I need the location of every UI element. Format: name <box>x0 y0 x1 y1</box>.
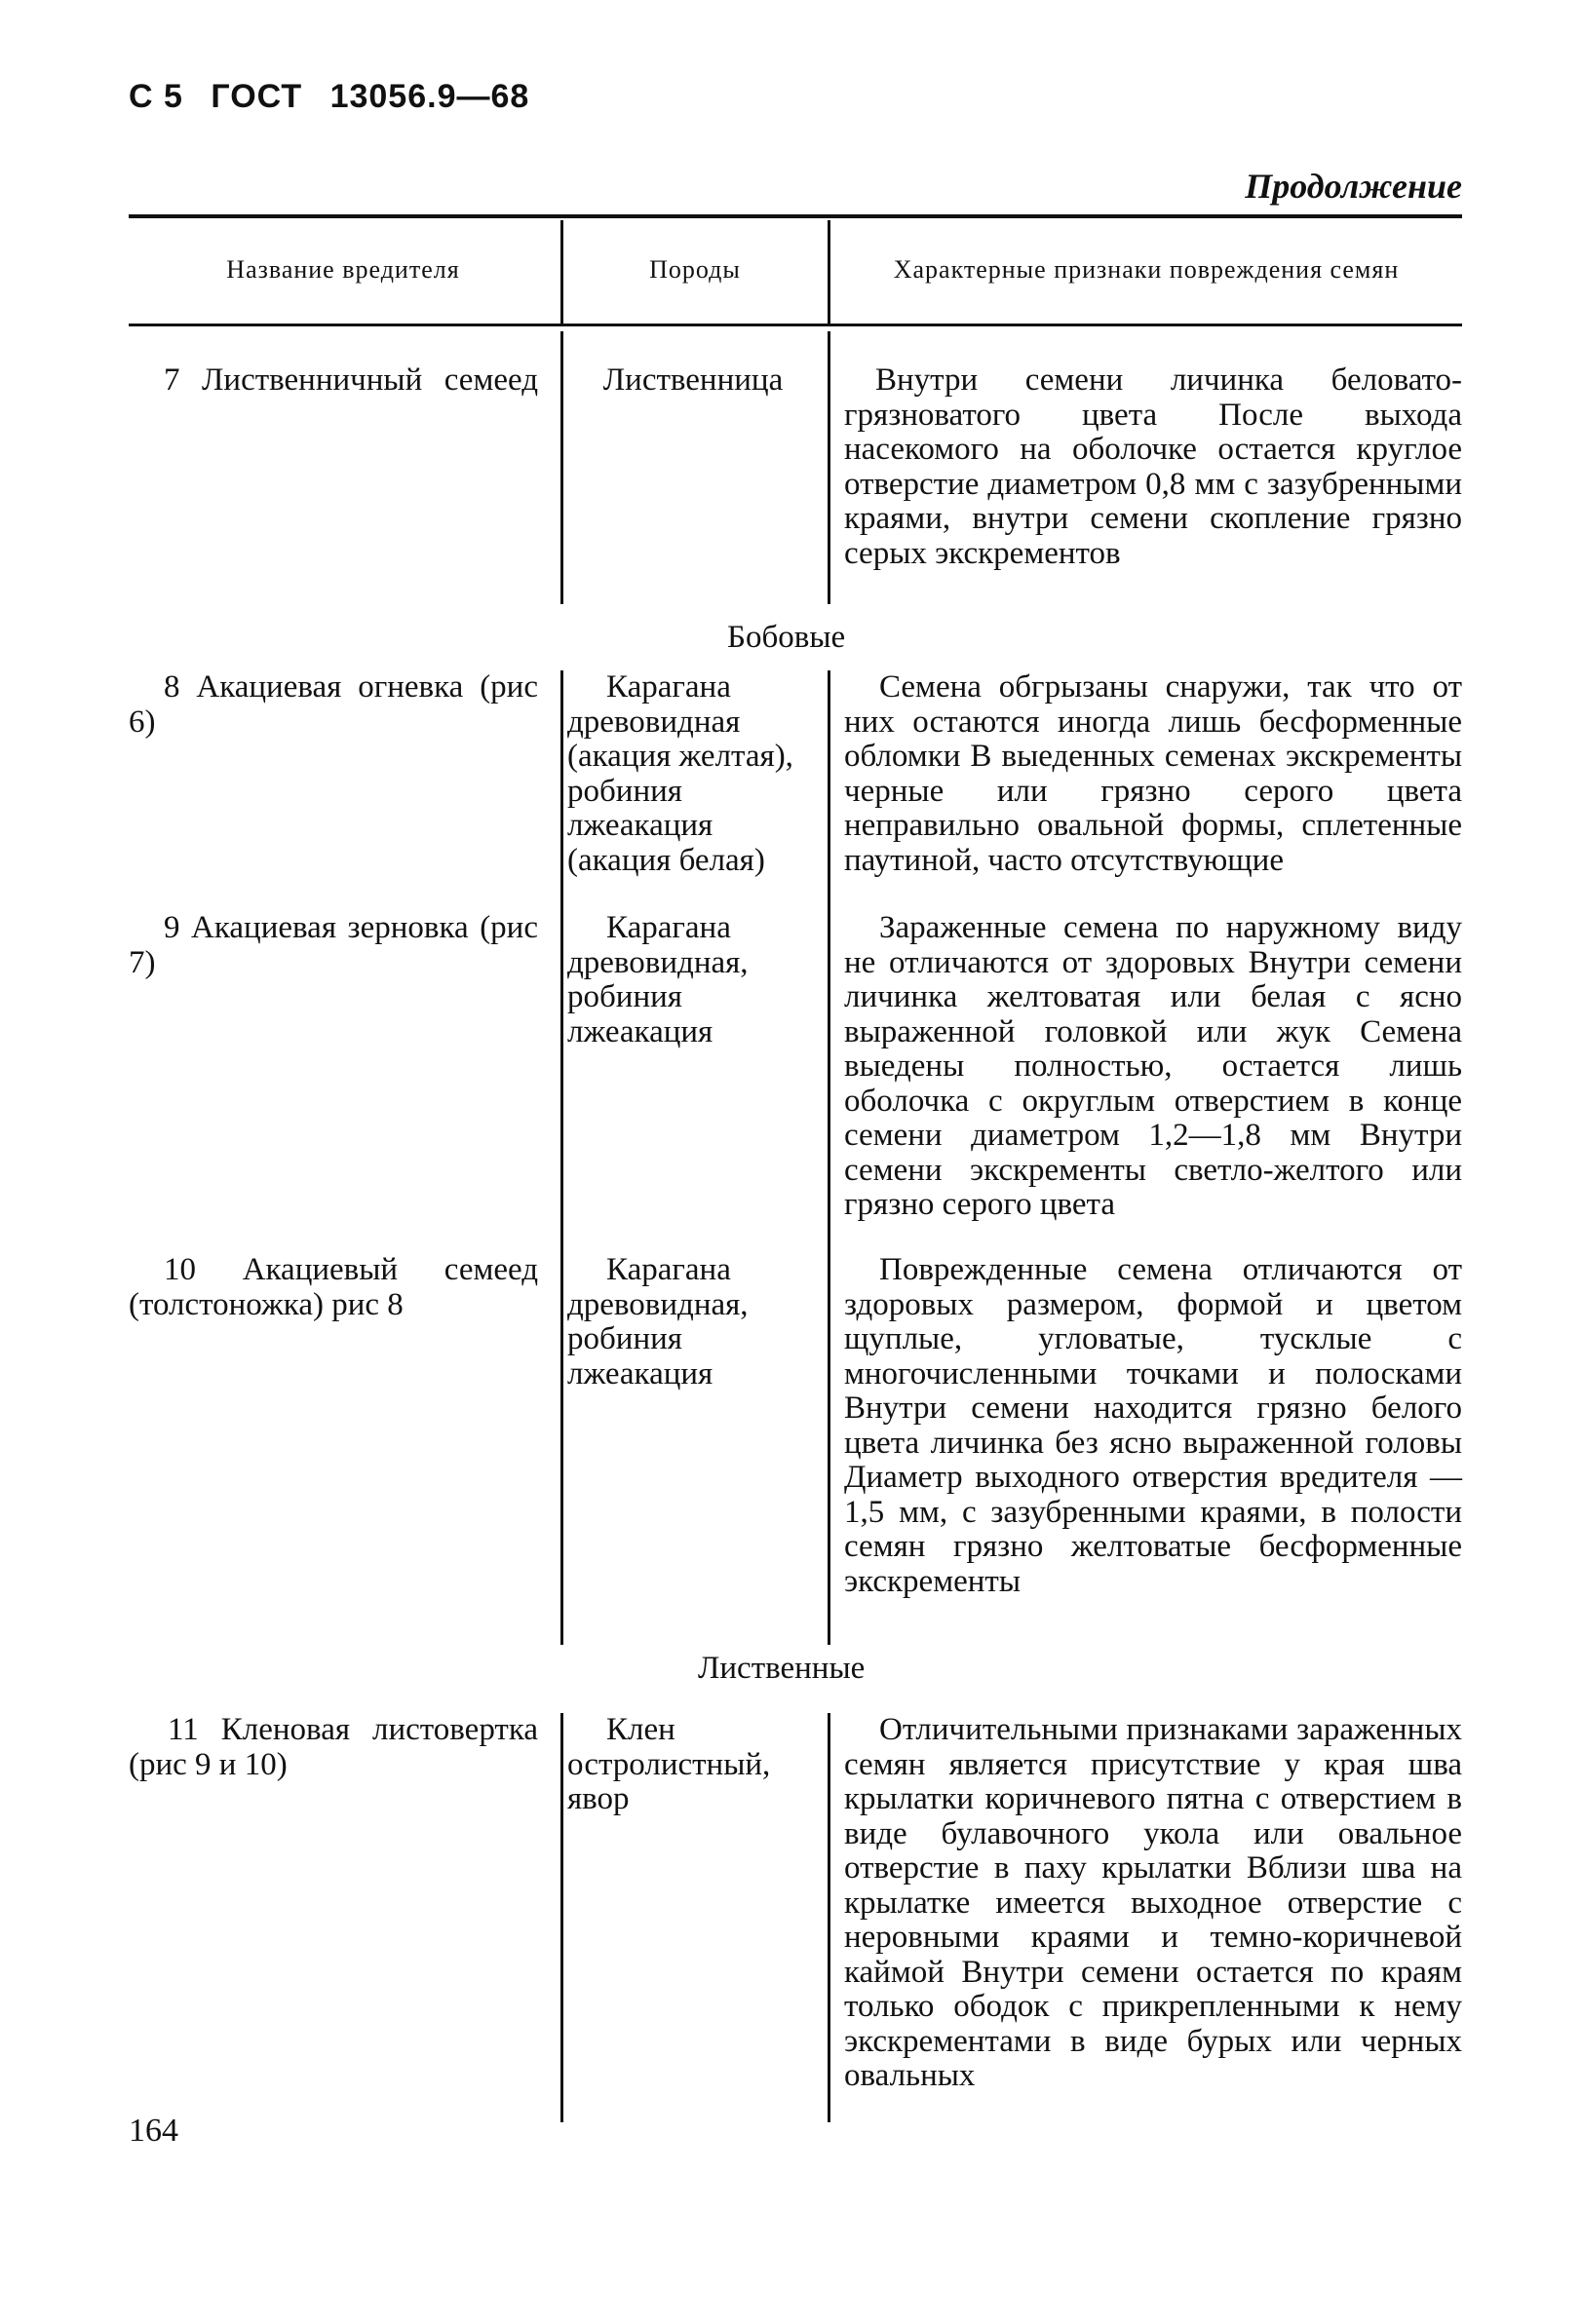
table-header-rule <box>129 324 1462 326</box>
column-divider <box>560 331 563 604</box>
group-heading-legumes: Бобовые <box>727 620 846 655</box>
column-header-signs: Характерные признаки повреждения семян <box>893 255 1400 284</box>
row-7-pest: 7 Лиственничный семеед <box>164 362 538 398</box>
row-11-species: Клен остролистный, явор <box>567 1712 771 1816</box>
header-page-ref: С 5 <box>129 78 183 115</box>
row-10-signs: Поврежденные семена отличаются от здоровых размером, формой и цветом щуплые, угловатые, тусклые с многочисленными точками и полосками Внутри семени находится грязно белого цвета личинка без ясно выраженной головы Диаметр выходного отверстия вредителя — 1,5 мм, с зазубренными краями, в полости семян грязно желтоватые бесформенные экскременты <box>844 1252 1462 1599</box>
row-7-signs: Внутри семени личинка беловато-грязноватого цвета После выхода насекомого на оболочке остается круглое отверстие диаметром 0,8 мм с зазубренными краями, внутри семени скопление грязно серых экскрементов <box>844 362 1462 571</box>
continuation-label: Продолжение <box>1245 167 1462 206</box>
row-11-pest: 11 Кленовая листовертка (рис 9 и 10) <box>129 1712 538 1782</box>
column-divider <box>828 670 830 1645</box>
column-divider <box>560 220 563 324</box>
column-divider <box>828 220 830 324</box>
column-divider <box>560 670 563 1645</box>
row-9-species: Карагана древовидная, робиния лжеакация <box>567 910 749 1049</box>
row-8-pest: 8 Акациевая огневка (рис 6) <box>129 669 538 740</box>
column-divider <box>828 1713 830 2122</box>
column-header-pest: Название вредителя <box>226 255 460 284</box>
row-9-pest: 9 Акациевая зерновка (рис 7) <box>129 910 538 980</box>
row-10-species: Карагана древовидная, робиния лжеакация <box>567 1252 749 1391</box>
row-10-pest: 10 Акациевый семеед (толстоножка) рис 8 <box>129 1252 538 1322</box>
row-7-species: Лиственница <box>602 362 784 398</box>
column-divider <box>560 1713 563 2122</box>
page-header <box>129 78 547 116</box>
row-8-species: Карагана древовидная (акация желтая), робиния лжеакация (акация белая) <box>567 669 793 878</box>
page-number: 164 <box>129 2113 178 2149</box>
table-top-rule <box>129 214 1462 218</box>
group-heading-deciduous: Лиственные <box>698 1651 866 1686</box>
row-11-signs: Отличительными признаками зараженных семян является присутствие у края шва крылатки коричневого пятна с отверстием в виде булавочного укола или овальное отверстие в паху крылатки Вблизи шва на крылатке имеется выходное отверстие с неровными краями и темно-коричневой каймой Внутри семени остается по краям только ободок с прикрепленными к нему экскрементами в виде бурых или черных овальных <box>844 1712 1462 2093</box>
header-standard: ГОСТ <box>211 78 303 115</box>
header-number: 13056.9—68 <box>329 78 530 115</box>
row-9-signs: Зараженные семена по наружному виду не отличаются от здоровых Внутри семени личинка желтоватая или белая с ясно выраженной головкой или жук Семена выедены полностью, остается лишь оболочка с округлым отверстием в конце семени диаметром 1,2—1,8 мм Внутри семени экскременты светло-желтого или грязно серого цвета <box>844 910 1462 1222</box>
column-header-species: Породы <box>649 255 741 284</box>
row-8-signs: Семена обгрызаны снаружи, так что от них остаются иногда лишь бесформенные обломки В выеденных семенах экскременты черные или грязно серого цвета неправильно овальной формы, сплетенные паутиной, часто отсутствующие <box>844 669 1462 878</box>
column-divider <box>828 331 830 604</box>
